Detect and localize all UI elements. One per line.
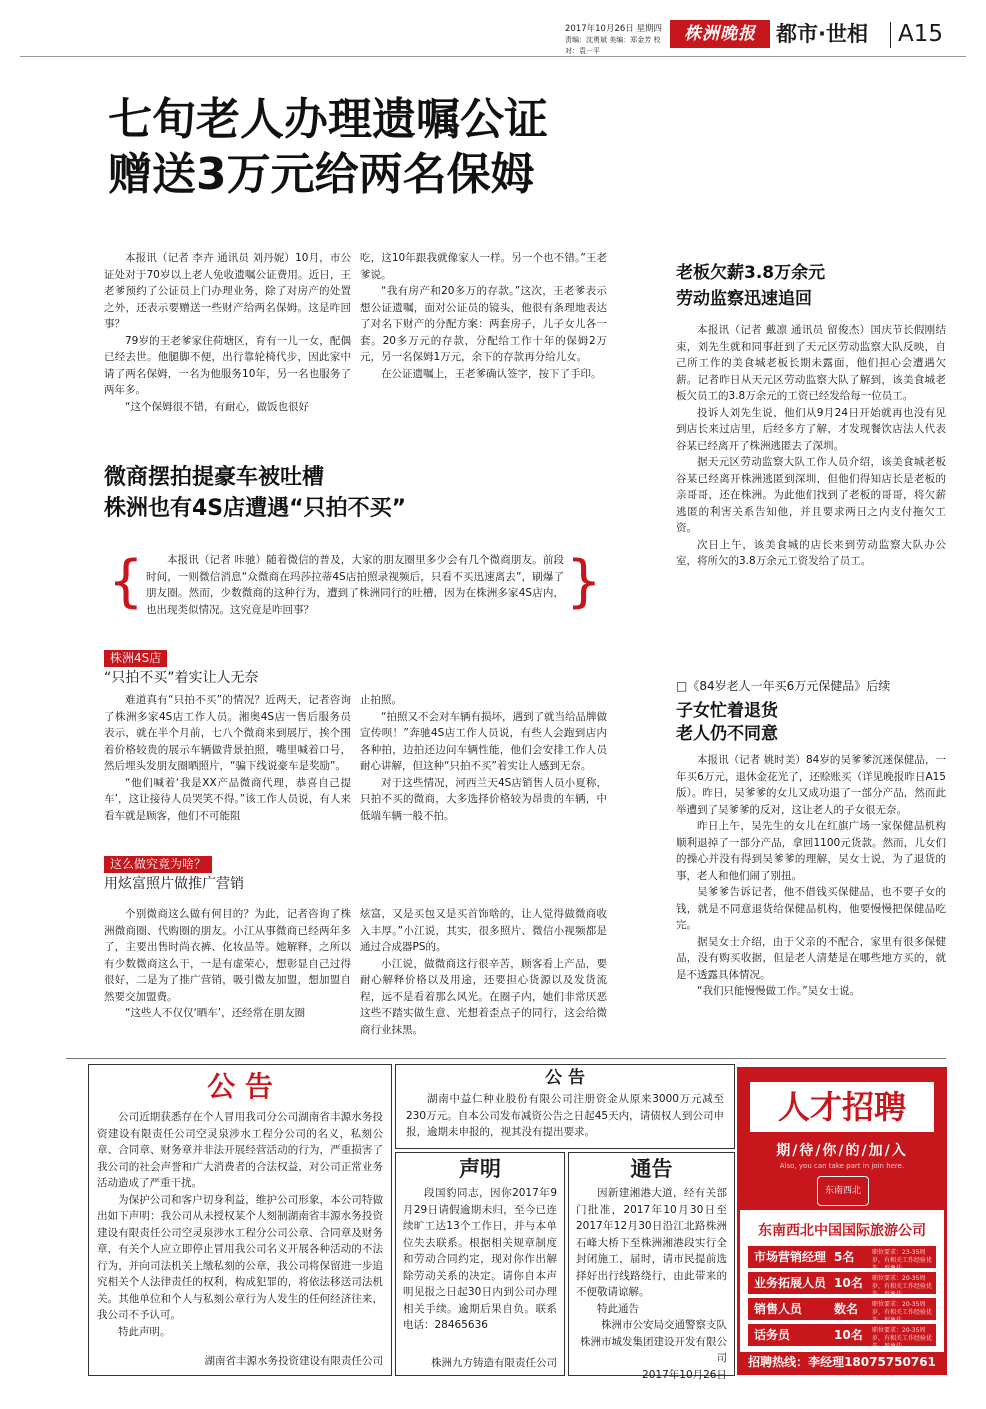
notice-4-body: 因新建湘港大道，经有关部门批准，2017年10月30日至2017年12月30日沿江北路株洲石峰大桥下至株洲湘港段实行全封闭施工，届时，请市民提前选择好出行线路绕行，由此带来的不便敬请谅解。 特此通告 株洲市公安局交通警察支队 株洲市城发集团建设开发有限公司 2017年10月26日: [576, 1187, 727, 1381]
article4-headline: 子女忙着退货 老人仍不同意: [676, 701, 778, 744]
section-name: 都市·世相: [776, 22, 868, 46]
recruitment-title: 人才招聘: [750, 1082, 934, 1132]
notice-3-signature: 株洲九方铸造有限责任公司: [431, 1356, 557, 1369]
company-logo: 东南西北: [817, 1176, 869, 1206]
notice-4: [568, 1152, 735, 1381]
article4-body: 本报讯（记者 姚时美）84岁的吴爹爹沉迷保健品，一年买6万元，退休金花光了，还赊账买（详见晚报昨日A15版）。昨日，吴爹爹的女儿又成功退了一部分产品，然而此举遭到了吴爹爹的反对，这让老人的子女很无奈。 昨日上午，吴先生的女儿在红旗广场一家保健品机构顺利退掉了一部分产品，拿回1100元货款。然而，儿女们的操心并没有得到吴爹爹的理解，吴女士说，为了退货的事，老人和他们闹了别扭。 吴爹爹告诉记者，他不借钱买保健品，也不要子女的钱，就是不同意退货给保健品机构，他要慢慢把保健品吃完。 据吴女士介绍，由于父亲的不配合，家里有很多保健品，没有购买收据，但是老人清楚是在哪些地方买的，就是不透露具体情况。 “我们只能慢慢做工作。”吴女士说。: [676, 754, 946, 997]
article3-s1-column-1: 难道真有“只拍不买”的情况？近两天，记者咨询了株洲多家4S店工作人员。湘奥4S店一售后服务员表示，就在半个月前，七八个微商来到展厅，挨个围着价格较贵的展示车辆做背景拍照，嘴里喊着口号，然后埋头发朋友圈晒照片，“骗下线说豪车是奖励”。 “他们喊着‘我是XX产品微商代理，恭喜自己提车’，这让接待人员哭笑不得。”该工作人员说，有人来看车就是顾客，他们不可能阻: [104, 694, 351, 822]
masthead-editors: 责编：沈勇斌 美编：郑金芳 校对：袁一平: [565, 36, 661, 55]
section-subhead-why: 用炫富照片做推广营销: [104, 876, 244, 892]
article1-title-line1: 七旬老人办理遗嘱公证: [108, 94, 548, 145]
article3-s2-column-2: 炫富，又是买包又是买首饰啥的，让人觉得做微商收入丰厚。”小江说，其实，很多照片、微信小视频都是通过合成器PS的。 小江说，做微商这行很辛苦，顾客看上产品，要耐心解释价格以及用途，还要担心货源以及发货流程，远不是看着那么风光。在圈子内，她们非常厌恶这些不踏实做生意、光想着歪点子的同行，这会给微商行业抹黑。: [360, 908, 607, 1036]
notice-3-body: 段国豹同志，因你2017年9月29日请假逾期未归，至今已连续旷工达13个工作日，并与本单位失去联系。根据相关规章制度和劳动合同约定，现对你作出解除劳动关系的决定。请你自本声明见报之日起30日内到公司办理相关手续。逾期后果自负。联系电话：28465636: [403, 1187, 557, 1331]
article4-followup-label: □《84岁老人一年买6万元保健品》后续: [676, 679, 891, 693]
notice-2-title: 公 告: [545, 1068, 585, 1088]
masthead-divider: [890, 22, 891, 48]
masthead-rule: [20, 56, 966, 57]
article3-s1-column-2: 止拍照。 “拍照又不会对车辆有损坏，遇到了就当给品牌做宣传呗！”奔驰4S店工作人员说，有些人会跑到店内各种拍，边拍还边问车辆性能，他们会安排工作人员耐心讲解，但这种“只拍不买”着实让人感到无奈。 对于这些情况，河西兰天4S店销售人员小夏称，只拍不买的微商，大多选择价格较为昂贵的车辆，中低端车辆一般不拍。: [360, 694, 607, 822]
recruitment-slogan: 期/待/你/的/加/入: [776, 1143, 908, 1159]
article3-lead: 本报讯（记者 咔驰）随着微信的普及，大家的朋友圈里多少会有几个微商朋友。前段时间，一则微信消息“众微商在玛莎拉蒂4S店拍照录视频后，只看不买迅速离去”，刷爆了朋友圈。然而，少数微商的这种行为，遭到了株洲同行的吐槽，因为在株洲多家4S店内，也出现类似情况。这究竟是咋回事？: [146, 554, 564, 616]
notice-2-body: 湖南中益仁种业股份有限公司注册资金从原来3000万元减至230万元。自本公司发布减资公告之日起45天内，请债权人到公司申报，逾期未申报的，视其没有提出要求。: [406, 1093, 724, 1138]
recruitment-tagline: Also, you can take part in join here.: [779, 1162, 905, 1170]
article1-title-line2: 赠送3万元给两名保姆: [108, 149, 535, 200]
page-number: A15: [898, 21, 944, 47]
article2-body: 本报讯（记者 戴凛 通讯员 留俊杰）国庆节长假刚结束，刘先生就和同事赶到了天元区劳动监察大队反映，自己所工作的美食城老板长期未露面，他们担心会遭遇欠薪。记者昨日从天元区劳动监察大队了解到，该美食城老板欠员工的3.8万余元的工资已经发给每一位员工。 投诉人刘先生说，他们从9月24日开始就再也没有见到店长来过店里，后经多方了解，才发现餐饮店法人代表谷某已经离开了株洲逃匿去了深圳。 据天元区劳动监察大队工作人员介绍，该美食城老板谷某已经离开株洲逃匿到深圳，但他们得知店长是老板的亲哥哥，还在株洲。为此他们找到了老板的哥哥，将欠薪逃匿的利害关系告知他，并且要求两日之内支付拖欠工资。 次日上午，该美食城的店长来到劳动监察大队办公室，将所欠的3.8万余元工资发给了员工。: [676, 324, 946, 567]
article3-s2-column-1: 个别微商这么做有何目的？为此，记者咨询了株洲微商圈、代购圈的朋友。小江从事微商已经两年多了，主要出售时尚衣裤、化妆品等。她解释，之所以有少数微商这么干，一是有虚荣心，想彰显自己过得很好，二是为了推广营销，吸引微友加盟，想加盟自然要交加盟费。 “这些人不仅仅‘晒车’，还经常在朋友圈: [104, 908, 351, 1019]
checkbox-square-icon: □: [676, 679, 688, 693]
masthead-date: 2017年10月26日 星期四 责编：沈勇斌 美编：郑金芳 校对：袁一平: [565, 24, 667, 57]
notice-1: [88, 1064, 392, 1376]
recruitment-hotline: 招聘热线：李经理18075750761: [740, 1352, 944, 1372]
notice-3-title: 声明: [459, 1157, 501, 1181]
position-row: 销售人员 数名 职位要求：20-35周岁，有相关工作经验优先，形象佳。: [748, 1298, 936, 1320]
section-tag-why: 这么做究竟为啥？: [104, 856, 212, 873]
recruitment-header: [740, 1070, 944, 1210]
notice-1-title: 公 告: [207, 1070, 273, 1103]
position-row: 业务拓展人员 10名 职位要求：20-35周岁，有相关工作经验优先，形象佳。: [748, 1272, 936, 1294]
section-subhead-4s: “只拍不买”着实让人无奈: [104, 670, 259, 686]
notice-1-body: 公司近期获悉存在个人冒用我司分公司湖南省丰源水务投资建设有限责任公司空灵泉涉水工程分公司的名义，私刻公章、合同章、财务章并非法开展经营活动的行为，严重损害了我公司的社会声誉和广大消费者的合法权益，对公司正常业务活动造成了严重干扰。 为保护公司和客户切身利益，维护公司形象，本公司特做出如下声明：我公司从未授权某个人刻制湖南省丰源水务投资建设有限责任公司空灵泉涉水工程分公司公章、合同章及财务章，有关个人应立即停止冒用我公司名义开展各种活动的不法行为，并向司法机关上缴私刻的公章，我公司将保留进一步追究相关个人法律责任的权利，构成犯罪的，将依法移送司法机关。其他单位和个人与私刻公章行为人发生的任何经济往来，我公司不予认可。 特此声明。: [97, 1111, 383, 1338]
article2-headline: 老板欠薪3.8万余元 劳动监察迅速追回: [676, 263, 826, 309]
lead-brace-left: {: [108, 549, 144, 614]
article3-headline: 微商摆拍提豪车被吐槽 株洲也有4S店遭遇“只拍不买”: [104, 465, 407, 521]
section-tag-4s: 株洲4S店: [104, 650, 167, 667]
ads-divider: [66, 1058, 946, 1059]
article1-headline: [108, 92, 708, 202]
position-row: 市场营销经理 5名 职位要求：23-35周岁，有相关工作经验优先，形象佳。: [748, 1246, 936, 1268]
lead-brace-right: }: [566, 549, 602, 614]
position-row: 话务员 10名 职位要求：20-35周岁，有相关工作经验优先，形象佳。: [748, 1324, 936, 1346]
notice-3: [395, 1152, 565, 1376]
recruitment-company: 东南西北中国国际旅游公司: [758, 1223, 926, 1239]
recruitment-ad: [737, 1067, 947, 1375]
article1-column-2: 吃，这10年跟我就像家人一样。另一个也不错。”王老爹说。 “我有房产和20多万的存款。”这次，王老爹表示想公证遗嘱，面对公证员的镜头，他很有条理地表达了对名下财产的分配方案：两套房子，儿子女儿各一套。20多万元的存款，分配给工作十年的保姆2万元，另一名保姆1万元，余下的存款再分给儿女。 在公证遗嘱上，王老爹确认签字，按下了手印。: [360, 252, 607, 380]
notice-2: [395, 1064, 735, 1149]
newspaper-logo: 株洲晚报: [670, 20, 770, 48]
notice-4-title: 通告: [630, 1157, 673, 1181]
article1-column-1: 本报讯（记者 李卉 通讯员 刘丹妮）10月，市公证处对于70岁以上老人免收遗嘱公证费用。近日，王老爹预约了公证员上门办理业务，除了对房产的处置之外，还表示要赠送一些财产给两名保姆。这是咋回事？ 79岁的王老爹家住荷塘区，育有一儿一女，配偶已经去世。他腿脚不便，出行靠轮椅代步，因此家中请了两名保姆，一名为他服务10年，另一名也服务了两年多。 “这个保姆很不错，有耐心，做饭也很好: [104, 252, 351, 413]
notice-1-signature: 湖南省丰源水务投资建设有限责任公司: [204, 1354, 383, 1367]
